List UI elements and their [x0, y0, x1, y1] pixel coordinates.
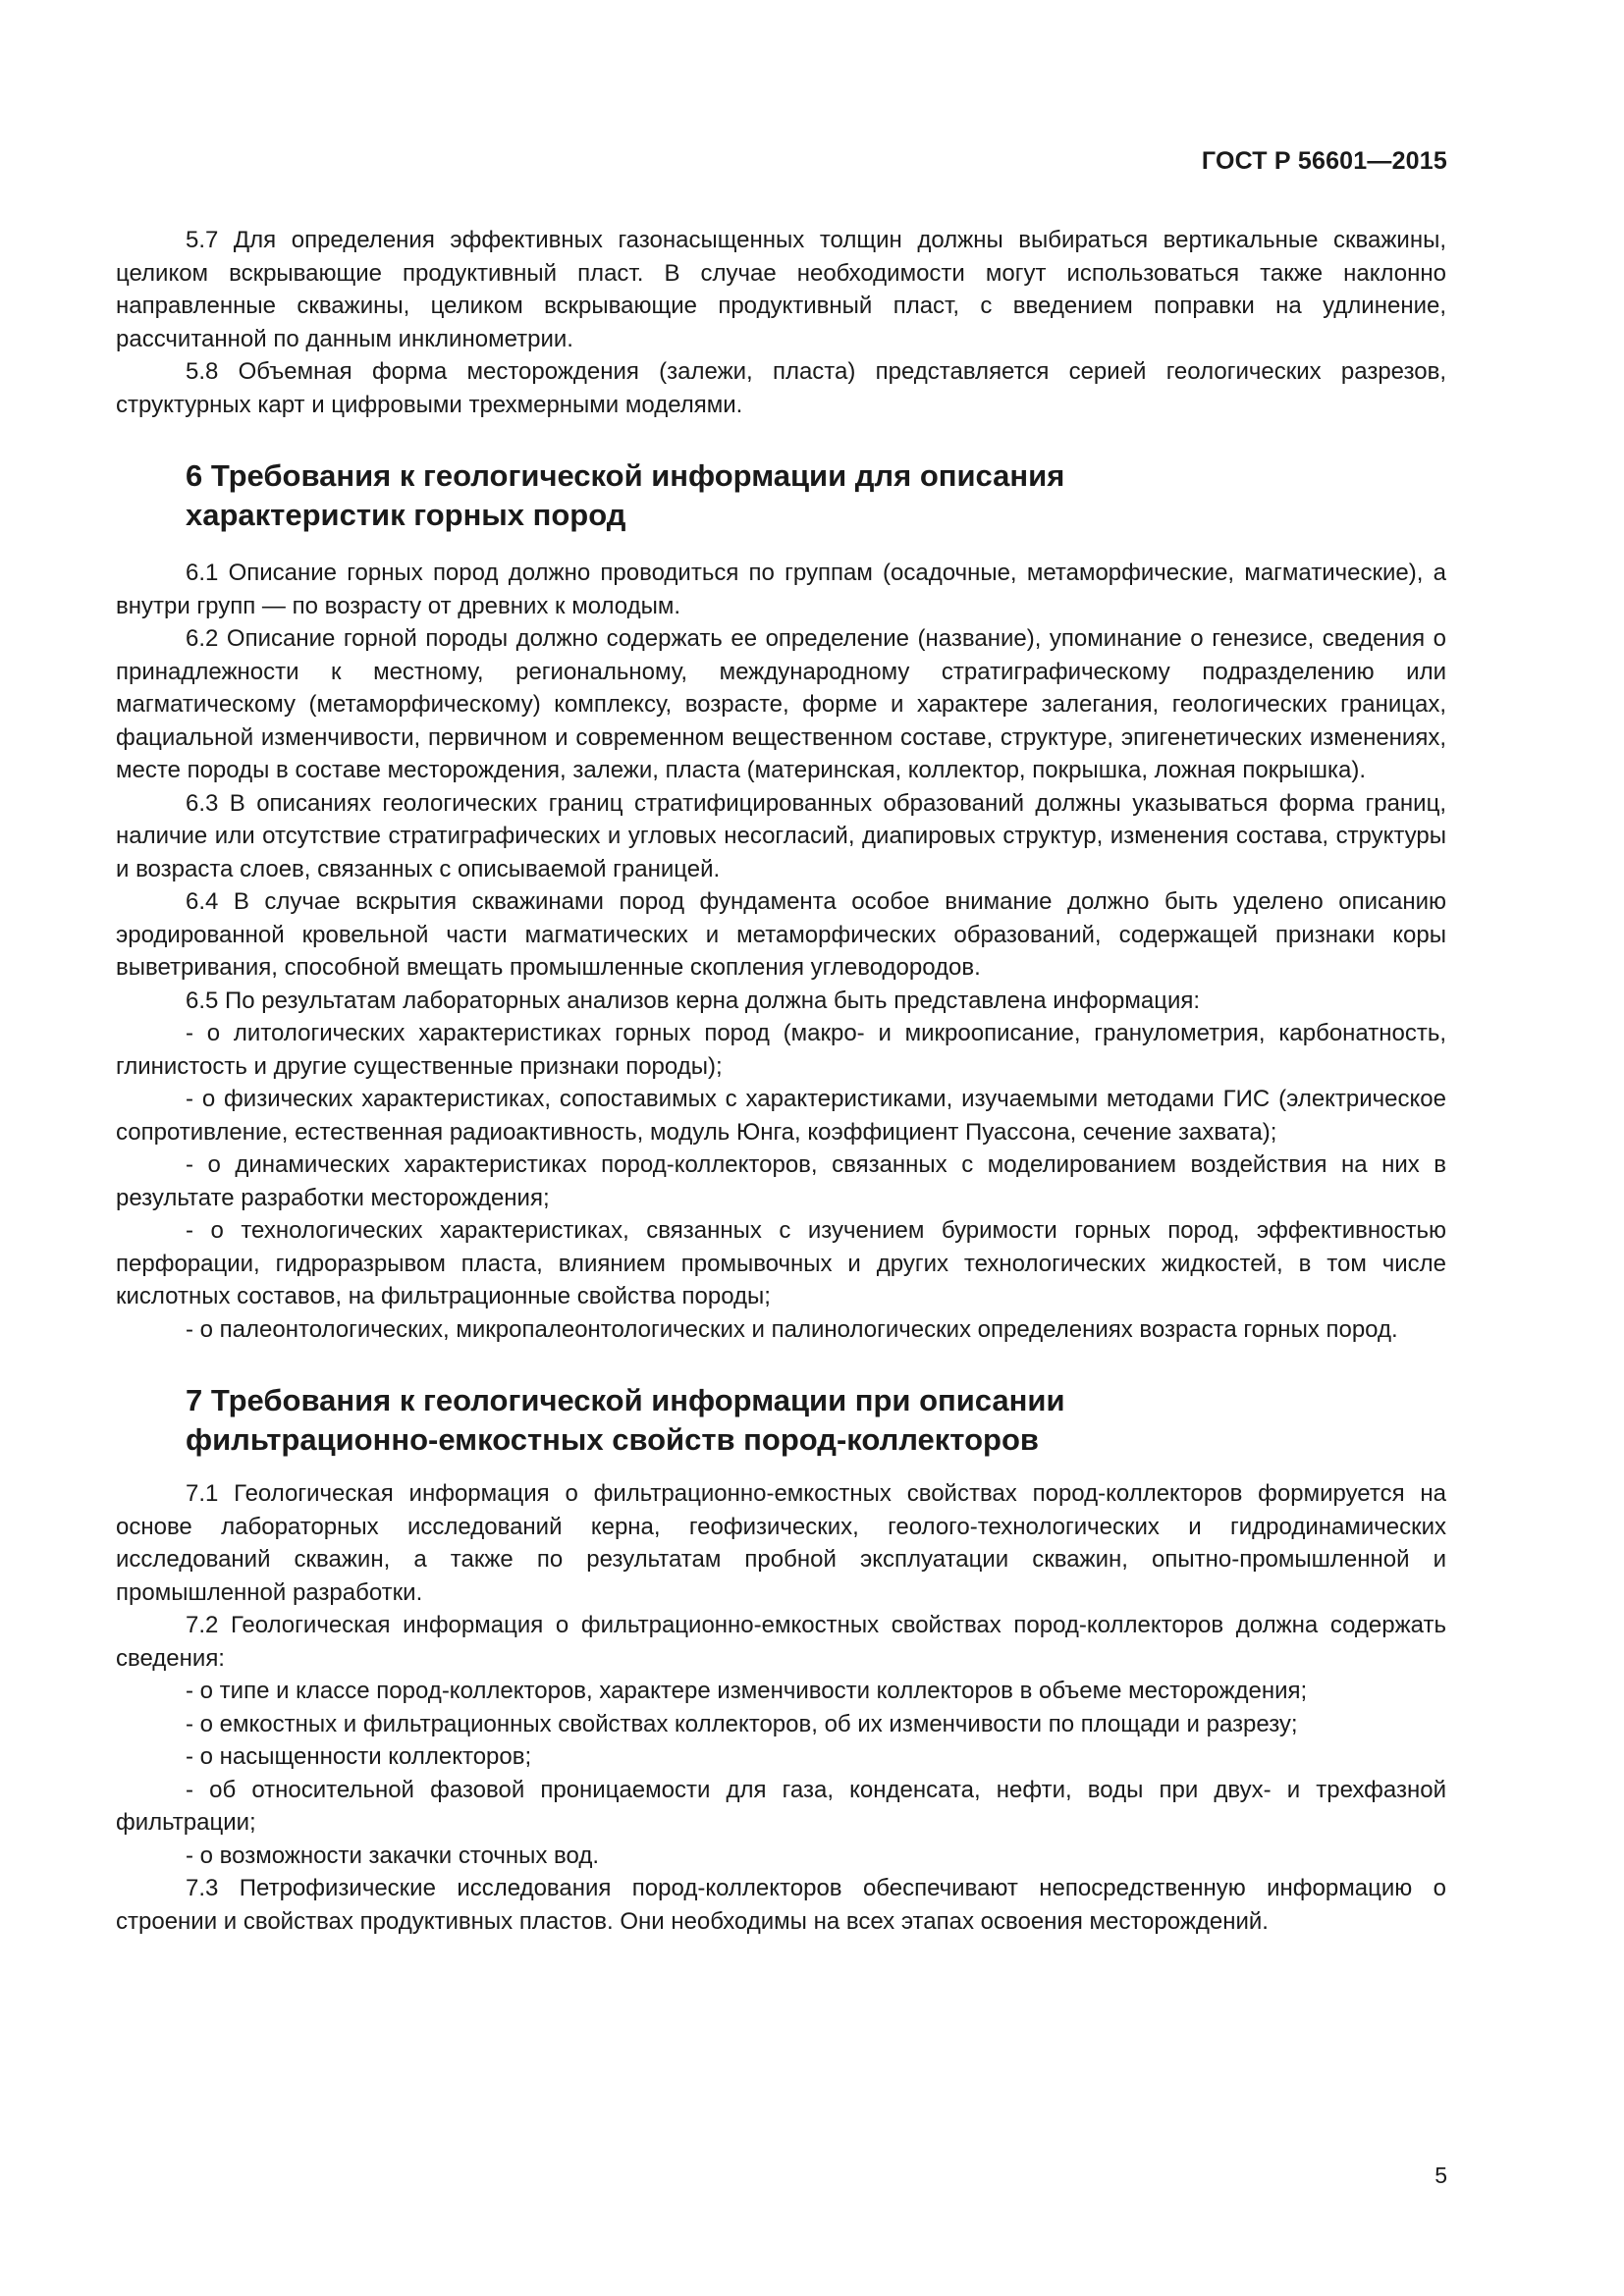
- paragraph-7-2: 7.2 Геологическая информация о фильтрационно-емкостных свойствах пород-коллекторов должна содержать сведения:: [116, 1612, 1446, 1672]
- section-7-heading: [116, 1381, 1217, 1460]
- section-6-heading-line2: характеристик горных пород: [186, 498, 626, 532]
- section-6-heading: [116, 456, 1217, 535]
- paragraph-5-7: 5.7 Для определения эффективных газонасыщенных толщин должны выбираться вертикальные скважины, целиком вскрывающие продуктивный пласт. В случае необходимости могут использоваться также наклонно направленные скважины, целиком вскрывающие продуктивный пласт, с введением поправки на удлинение, рассчитанной по данным инклинометрии.: [116, 227, 1446, 352]
- list-item-6-5-lithology: - о литологических характеристиках горных пород (макро- и микроописание, гранулометрия, карбонатность, глинистость и другие существенные признаки породы);: [116, 1020, 1446, 1080]
- paragraph-6-1: 6.1 Описание горных пород должно проводиться по группам (осадочные, метаморфические, магматические), а внутри групп — по возрасту от древних к молодым.: [116, 560, 1446, 619]
- list-item-6-5-technological: - о технологических характеристиках, связанных с изучением буримости горных пород, эффективностью перфорации, гидроразрывом пласта, влиянием промывочных и других технологических жидкостей, в том числе кислотных составов, на фильтрационные свойства породы;: [116, 1217, 1446, 1309]
- list-item-6-5-paleontological: - о палеонтологических, микропалеонтологических и палинологических определениях возраста горных пород.: [186, 1315, 1398, 1343]
- section-6-heading-line1: 6 Требования к геологической информации для описания: [186, 458, 1065, 493]
- paragraph-7-3: 7.3 Петрофизические исследования пород-коллекторов обеспечивают непосредственную информацию о строении и свойствах продуктивных пластов. Они необходимы на всех этапах освоения месторождений.: [116, 1875, 1446, 1935]
- paragraph-5-8: 5.8 Объемная форма месторождения (залежи, пласта) представляется серией геологических разрезов, структурных карт и цифровыми трехмерными моделями.: [116, 358, 1446, 418]
- paragraph-7-1: 7.1 Геологическая информация о фильтрационно-емкостных свойствах пород-коллекторов формируется на основе лабораторных исследований керна, геофизических, геолого-технологических и гидродинамических исследований скважин, а также по результатам пробной эксплуатации скважин, опытно-промышленной и промышленной разработки.: [116, 1480, 1446, 1606]
- section-7-heading-line1: 7 Требования к геологической информации при описании: [186, 1383, 1065, 1417]
- list-item-7-2-permeability: - об относительной фазовой проницаемости для газа, конденсата, нефти, воды при двух- и трехфазной фильтрации;: [116, 1776, 1446, 1836]
- document-body: [116, 224, 1446, 1938]
- list-item-6-5-physical: - о физических характеристиках, сопоставимых с характеристиками, изучаемыми методами ГИС (электрическое сопротивление, естественная радиоактивность, модуль Юнга, коэффициент Пуассона, сечение захвата);: [116, 1086, 1446, 1146]
- paragraph-6-2: 6.2 Описание горной породы должно содержать ее определение (название), упоминание о генезисе, сведения о принадлежности к местному, региональному, международному стратиграфическому подразделению или магматическому (метаморфическому) комплексу, возрасте, форме и характере залегания, геологических границах, фациальной изменчивости, первичном и современном вещественном составе, структуре, эпигенетических изменениях, месте породы в составе месторождения, залежи, пласта (материнская, коллектор, покрышка, ложная покрышка).: [116, 625, 1446, 783]
- list-item-6-5-dynamic: - о динамических характеристиках пород-коллекторов, связанных с моделированием воздействия на них в результате разработки месторождения;: [116, 1151, 1446, 1211]
- list-item-7-2-wastewater: - о возможности закачки сточных вод.: [186, 1842, 600, 1869]
- paragraph-6-3: 6.3 В описаниях геологических границ стратифицированных образований должны указываться форма границ, наличие или отсутствие стратиграфических и угловых несогласий, диапировых структур, изменения состава, структуры и возраста слоев, связанных с описываемой границей.: [116, 789, 1446, 882]
- paragraph-6-4: 6.4 В случае вскрытия скважинами пород фундамента особое внимание должно быть уделено описанию эродированной кровельной части магматических и метаморфических образований, содержащей признаки коры выветривания, способной вмещать промышленные скопления углеводородов.: [116, 888, 1446, 981]
- paragraph-6-5: 6.5 По результатам лабораторных анализов керна должна быть представлена информация:: [186, 987, 1201, 1014]
- page-number: 5: [1435, 2163, 1447, 2188]
- list-item-7-2-type-class: - о типе и классе пород-коллекторов, характере изменчивости коллекторов в объеме месторождения;: [186, 1678, 1308, 1704]
- document-code-header: ГОСТ Р 56601—2015: [1201, 147, 1447, 175]
- list-item-7-2-saturation: - о насыщенности коллекторов;: [186, 1743, 532, 1770]
- section-7-heading-line2: фильтрационно-емкостных свойств пород-коллекторов: [186, 1422, 1039, 1457]
- list-item-7-2-properties: - о емкостных и фильтрационных свойствах коллекторов, об их изменчивости по площади и разрезу;: [186, 1710, 1298, 1737]
